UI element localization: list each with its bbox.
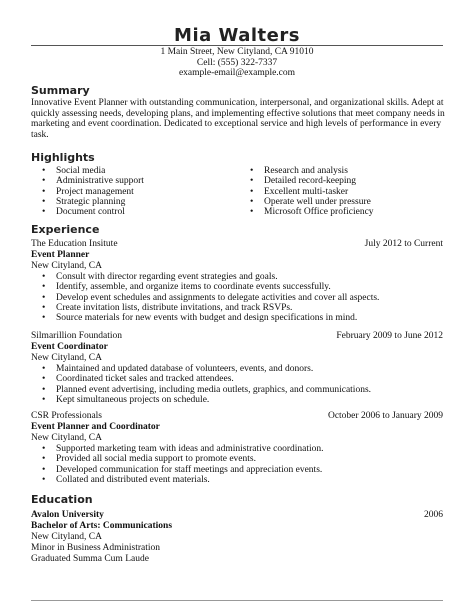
header-divider <box>31 45 443 46</box>
job-role: Event Planner and Coordinator <box>31 422 160 432</box>
job-dates: July 2012 to Current <box>364 239 443 249</box>
email: example-email@example.com <box>178 68 296 79</box>
list-item: • Create invitation lists, distribute invitations, and track RSVPs. <box>42 303 452 313</box>
job-dates: October 2006 to January 2009 <box>327 411 443 421</box>
list-item: • Develop event schedules and assignments to delegate activities and cover all aspects. <box>42 293 452 303</box>
job-role: Event Coordinator <box>31 342 108 352</box>
experience-heading: Experience <box>31 223 100 236</box>
school-name: Avalon University <box>31 510 104 520</box>
job-company: CSR Professionals <box>31 411 102 421</box>
list-item: • Coordinated ticket sales and tracked attendees. <box>42 374 452 384</box>
list-item: • Operate well under pressure <box>250 197 374 207</box>
list-item: • Administrative support <box>42 176 144 186</box>
highlights-heading: Highlights <box>31 151 95 164</box>
job-location: New Cityland, CA <box>31 261 102 271</box>
job-dates: February 2009 to June 2012 <box>336 331 443 341</box>
list-item: • Planned event advertising, including media outlets, graphics, and communications. <box>42 385 452 395</box>
list-item: • Developed communication for staff meetings and appreciation events. <box>42 465 452 475</box>
list-item: • Supported marketing team with ideas and administrative coordination. <box>42 444 452 454</box>
list-item: • Excellent multi-tasker <box>250 187 374 197</box>
list-item: • Provided all social media support to promote events. <box>42 454 452 464</box>
list-item: • Project management <box>42 187 144 197</box>
summary-heading: Summary <box>31 84 90 97</box>
job-bullets <box>42 444 452 485</box>
job-role: Event Planner <box>31 250 90 260</box>
list-item: • Strategic planning <box>42 197 144 207</box>
list-item: • Research and analysis <box>250 166 374 176</box>
candidate-name: Mia Walters <box>174 25 300 46</box>
honors: Graduated Summa Cum Laude <box>31 554 149 564</box>
highlights-left-list <box>42 166 144 217</box>
contact-block <box>0 47 474 79</box>
education-location: New Cityland, CA <box>31 532 102 542</box>
list-item: • Microsoft Office proficiency <box>250 207 374 217</box>
job-bullets <box>42 272 452 323</box>
education-heading: Education <box>31 493 93 506</box>
list-item: • Document control <box>42 207 144 217</box>
footer-divider <box>31 600 443 601</box>
list-item: • Identify, assemble, and organize items to coordinate events successfully. <box>42 282 452 292</box>
list-item: • Source materials for new events with budget and design specifications in mind. <box>42 313 452 323</box>
list-item: • Maintained and updated database of volunteers, events, and donors. <box>42 364 452 374</box>
job-location: New Cityland, CA <box>31 353 102 363</box>
degree-line <box>31 521 172 532</box>
highlights-right-list <box>250 166 374 217</box>
list-item: • Detailed record-keeping <box>250 176 374 186</box>
job-bullets <box>42 364 452 405</box>
degree: Bachelor of Arts <box>31 521 98 531</box>
list-item: • Social media <box>42 166 144 176</box>
job-company: Silmarillion Foundation <box>31 331 123 341</box>
major: : Communications <box>97 521 173 531</box>
summary-text: Innovative Event Planner with outstanding communication, interpersonal, and organizational skills. Adept at quickly assessing needs, developing plans, and implementing effective solutions that meet company needs in marketing and event coordination. Dedicated to exceptional service and high levels of performance in every task. <box>31 98 445 140</box>
phone: Cell: (555) 322-7337 <box>196 57 278 68</box>
address: 1 Main Street, New Cityland, CA 91010 <box>160 47 314 57</box>
list-item: • Consult with director regarding event strategies and goals. <box>42 272 452 282</box>
list-item: • Collated and distributed event materials. <box>42 475 452 485</box>
job-location: New Cityland, CA <box>31 433 102 443</box>
list-item: • Kept simultaneous projects on schedule. <box>42 395 452 405</box>
minor: Minor in Business Administration <box>31 543 161 553</box>
job-company: The Education Insitute <box>31 239 118 249</box>
education-year: 2006 <box>424 510 443 520</box>
